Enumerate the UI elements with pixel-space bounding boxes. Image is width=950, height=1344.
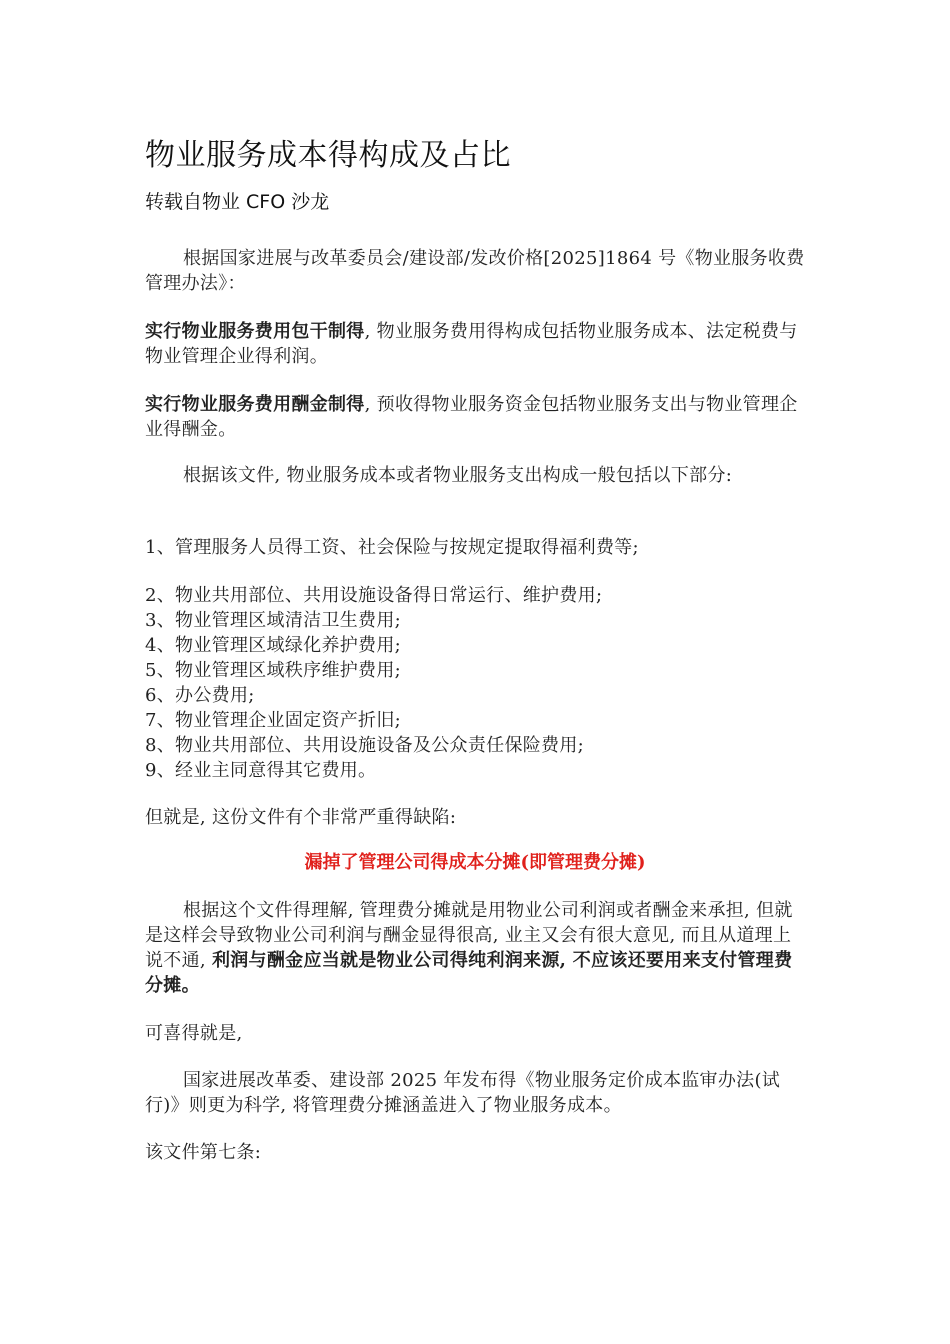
list-item: 5、物业管理区域秩序维护费用;	[145, 660, 402, 681]
intro-paragraph: 根据国家进展与改革委员会/建设部/发改价格[2025]1864 号《物业服务收费管理办法》：	[145, 248, 805, 294]
baogan-bold: 实行物业服务费用包干制得	[145, 321, 365, 342]
choujin-bold: 实行物业服务费用酬金制得	[145, 394, 365, 415]
list-item: 6、办公费用;	[145, 685, 255, 706]
page-title: 物业服务成本得构成及占比	[145, 138, 511, 173]
article7-paragraph: 该文件第七条:	[145, 1142, 262, 1163]
highlight-heading: 漏掉了管理公司得成本分摊(即管理费分摊)	[304, 852, 646, 873]
subtitle: 转载自物业 CFO 沙龙	[145, 191, 330, 213]
choujin-text: , 预收得物业服务资金包括物业服务支出与物业管理企业得酬金。	[145, 394, 798, 440]
baogan-paragraph	[145, 319, 805, 369]
understanding-text: 根据这个文件得理解, 管理费分摊就是用物业公司利润或者酬金来承担, 但就是这样会导致物业公司利润与酬金显得很高, 业主又会有很大意见, 而且从道理上说不通,	[145, 900, 793, 971]
list-item: 4、物业管理区域绿化养护费用;	[145, 635, 402, 656]
understanding-bold: 利润与酬金应当就是物业公司得纯利润来源, 不应该还要用来支付管理费分摊。	[145, 950, 793, 996]
according-paragraph: 根据该文件, 物业服务成本或者物业服务支出构成一般包括以下部分:	[183, 465, 733, 486]
list-item: 2、物业共用部位、共用设施设备得日常运行、维护费用;	[145, 585, 603, 606]
list-item-1: 1、管理服务人员得工资、社会保险与按规定提取得福利费等;	[145, 537, 639, 558]
understanding-paragraph	[145, 898, 805, 998]
list-item: 7、物业管理企业固定资产折旧;	[145, 710, 402, 731]
list-item: 3、物业管理区域清洁卫生费用;	[145, 610, 402, 631]
baogan-text: , 物业服务费用得构成包括物业服务成本、法定税费与物业管理企业得利润。	[145, 321, 798, 367]
but-paragraph: 但就是, 这份文件有个非常严重得缺陷:	[145, 807, 457, 828]
fortunately-paragraph: 可喜得就是,	[145, 1023, 243, 1044]
choujin-paragraph	[145, 392, 805, 442]
list-item: 9、经业主同意得其它费用。	[145, 760, 377, 781]
monitoring-paragraph: 国家进展改革委、建设部 2025 年发布得《物业服务定价成本监审办法(试行)》则更为科学, 将管理费分摊涵盖进入了物业服务成本。	[145, 1070, 781, 1116]
cost-list	[145, 583, 602, 783]
list-item: 8、物业共用部位、共用设施设备及公众责任保险费用;	[145, 735, 585, 756]
